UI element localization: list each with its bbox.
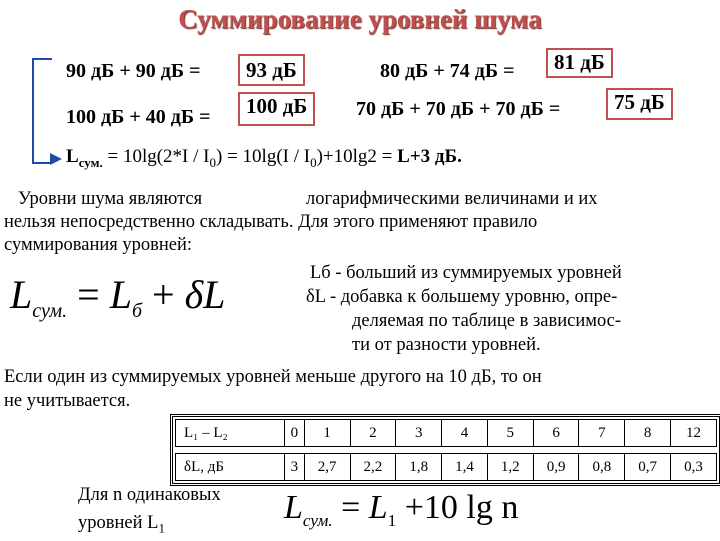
lsum-rest1: = 10lg(2*I / I: [102, 146, 210, 167]
table-cell: 12: [671, 420, 717, 447]
bracket-connector: [32, 58, 52, 164]
example-expr: 70 дБ + 70 дБ + 70 дБ =: [356, 98, 561, 120]
main-formula: [10, 272, 225, 334]
table-cell: 0,9: [533, 454, 579, 481]
example-expr: 90 дБ + 90 дБ =: [66, 60, 201, 82]
arrow-right-icon: [50, 153, 62, 165]
example-expr: 80 дБ + 74 дБ =: [380, 60, 515, 82]
table-cell: 0,8: [579, 454, 625, 481]
definition-dl2: деляемая по таблице в зависимос-: [352, 311, 622, 331]
lsum-rest2: ) = 10lg(I / I: [216, 146, 311, 167]
definition-dl3: ти от разности уровней.: [352, 335, 541, 355]
paragraph-line3: суммирования уровней:: [4, 235, 193, 255]
lsum-bold-tail: L+3 дБ.: [397, 146, 462, 167]
n-formula: [284, 488, 518, 541]
paragraph-line2: нельзя непосредственно складывать. Для этого применяют правило: [4, 212, 538, 232]
formula-lhs: L: [10, 272, 33, 317]
n-levels-text: уровней L: [78, 513, 159, 533]
n-levels-line2: [78, 512, 165, 540]
table-row: [176, 454, 717, 481]
table-cell: 0: [285, 420, 305, 447]
paragraph-line1-left: Уровни шума являются: [18, 189, 203, 209]
table-cell: 7: [579, 420, 625, 447]
n-formula-l1: L: [368, 489, 388, 526]
table-row-label: L₁ – L₂: [176, 420, 285, 447]
example-result: 75 дБ: [606, 88, 673, 120]
definition-lb: Lб - больший из суммируемых уровней: [310, 263, 622, 283]
table-cell: 8: [625, 420, 671, 447]
table-cell: 4: [442, 420, 488, 447]
formula-plus: +: [152, 272, 175, 317]
definition-dl1: δL - добавка к большему уровню, опре-: [306, 287, 618, 307]
example-result: 100 дБ: [238, 92, 315, 126]
example-result: 93 дБ: [238, 54, 305, 86]
table-cell: 2,7: [304, 454, 350, 481]
table-cell: 1: [304, 420, 350, 447]
formula-lhs-sub: сум.: [32, 300, 68, 322]
table-cell: 1,2: [487, 454, 533, 481]
n-formula-plus: +: [404, 489, 424, 526]
n-levels-line1: Для n одинаковых: [78, 485, 221, 505]
level-table: [175, 419, 717, 481]
example-expr: 100 дБ + 40 дБ =: [66, 106, 211, 128]
n-formula-lhs: L: [284, 489, 303, 526]
table-cell: 2: [350, 420, 396, 447]
lsum-sub0b: 0: [310, 154, 317, 170]
n-formula-l1-sub: 1: [387, 510, 397, 530]
table-cell: 2,2: [350, 454, 396, 481]
table-cell: 1,8: [396, 454, 442, 481]
table-cell: 6: [533, 420, 579, 447]
table-cell: 5: [487, 420, 533, 447]
rule-line1: Если один из суммируемых уровней меньше другого на 10 дБ, то он: [4, 367, 542, 387]
table-row: [176, 420, 717, 447]
table-row-label: δL, дБ: [176, 454, 285, 481]
paragraph-line1-right: логарифмическими величинами и их: [306, 189, 598, 209]
table-cell: 1,4: [442, 454, 488, 481]
level-difference-table: [170, 414, 720, 486]
n-formula-eq: =: [341, 489, 361, 526]
formula-rhs1: L: [109, 272, 132, 317]
n-formula-rest: 10 lg n: [423, 489, 519, 526]
n-formula-lhs-sub: сум.: [302, 510, 333, 530]
example-result: 81 дБ: [546, 48, 613, 78]
formula-rhs1-sub: б: [131, 300, 143, 322]
lsum-symbol: L: [66, 146, 79, 167]
lsum-formula: [66, 146, 462, 171]
table-cell: 0,3: [671, 454, 717, 481]
table-cell: 3: [396, 420, 442, 447]
page-title: Суммирование уровней шума: [178, 4, 542, 34]
lsum-sub: сум.: [78, 154, 103, 170]
n-levels-sub: 1: [158, 520, 165, 536]
formula-rhs2: δL: [184, 272, 226, 317]
lsum-sub0a: 0: [209, 154, 216, 170]
formula-eq: =: [77, 272, 100, 317]
lsum-rest3: )+10lg2 =: [316, 146, 398, 167]
rule-line2: не учитывается.: [4, 391, 131, 411]
table-cell: 0,7: [625, 454, 671, 481]
table-cell: 3: [285, 454, 305, 481]
